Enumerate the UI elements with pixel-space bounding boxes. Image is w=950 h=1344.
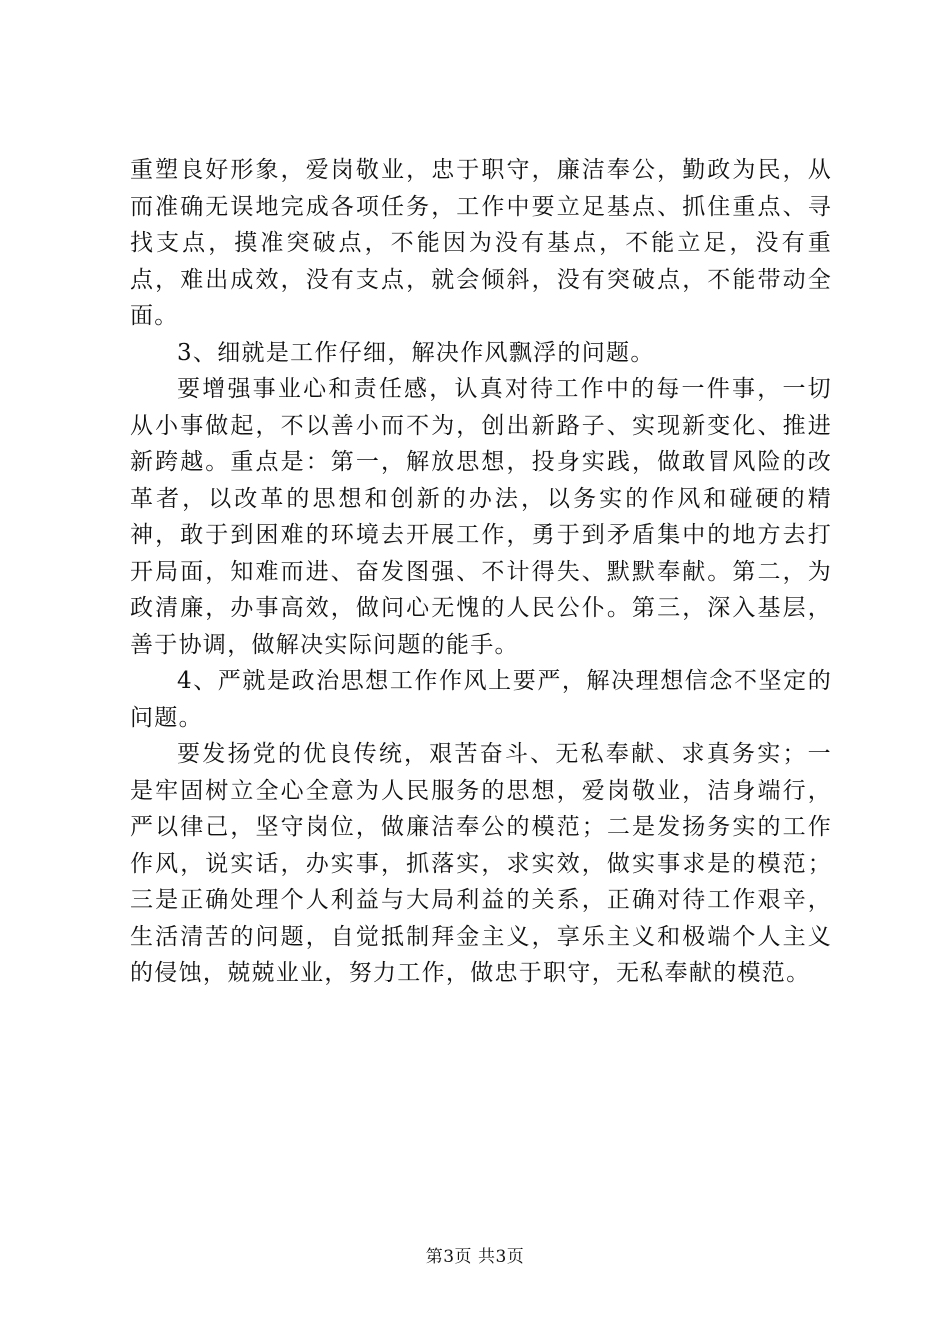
section-heading-4: 4、严就是政治思想工作作风上要严，解决理想信念不坚定的问题。 <box>130 668 832 731</box>
section-heading-3: 3、细就是工作仔细，解决作风飘浮的问题。 <box>177 339 655 366</box>
paragraph-section-3: 要增强事业心和责任感，认真对待工作中的每一件事，一切从小事做起，不以善小而不为，创出新路子、实现新变化、推进新跨越。重点是：第一，解放思想，投身实践，做敢冒风险的改革者，以改革的思想和创新的办法，以务实的作风和碰硬的精神，敢于到困难的环境去开展工作，勇于到矛盾集中的地方去打开局面，知难而进、奋发图强、不计得失、默默奉献。第二，为政清廉，办事高效，做问心无愧的人民公仆。第三，深入基层，善于协调，做解决实际问题的能手。 <box>130 376 832 658</box>
page-number-footer: 第3页 共3页 <box>425 1247 525 1267</box>
document-body <box>130 152 832 992</box>
paragraph-continuation: 重塑良好形象，爱岗敬业，忠于职守，廉洁奉公，勤政为民，从而准确无误地完成各项任务，工作中要立足基点、抓住重点、寻找支点，摸准突破点，不能因为没有基点，不能立足，没有重点，难出成效，没有支点，就会倾斜，没有突破点，不能带动全面。 <box>130 157 832 329</box>
paragraph-section-4: 要发扬党的优良传统，艰苦奋斗、无私奉献、求真务实；一是牢固树立全心全意为人民服务的思想，爱岗敬业，洁身端行，严以律己，坚守岗位，做廉洁奉公的模范；二是发扬务实的工作作风，说实话，办实事，抓落实，求实效，做实事求是的模范；三是正确处理个人利益与大局利益的关系，正确对待工作艰辛，生活清苦的问题，自觉抵制拜金主义，享乐主义和极端个人主义的侵蚀，兢兢业业，努力工作，做忠于职守，无私奉献的模范。 <box>130 741 832 986</box>
